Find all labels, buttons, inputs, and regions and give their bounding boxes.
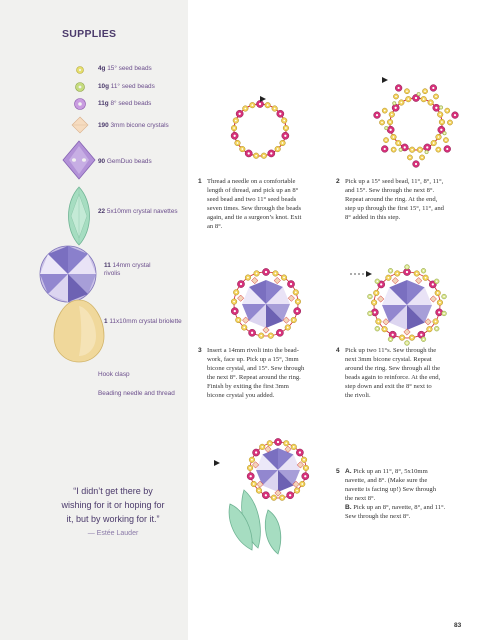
bead-hole <box>433 142 435 144</box>
bead-hole <box>423 98 425 100</box>
bead-hole <box>247 277 249 279</box>
bead-hole <box>270 152 272 154</box>
bead-hole <box>290 283 292 285</box>
page-number: 83 <box>454 622 462 629</box>
supply-item: 1 11x10mm crystal briolette <box>104 318 182 325</box>
bead-hole <box>454 114 456 116</box>
bead-hole <box>385 139 387 141</box>
bead-hole <box>439 302 441 304</box>
bead-hole <box>251 104 253 106</box>
step-text: Pick up two 11°s. Sew through the next 3mm bicone crystal. Repeat around the ring. Sew through all the beads again to reinforce. At the end, step down and exit the 8° next to the rivoli. <box>345 347 441 399</box>
bead-hole <box>299 451 301 453</box>
bead-hole <box>269 442 271 444</box>
bead-hole <box>435 321 437 323</box>
bead-hole <box>296 310 298 312</box>
supply-item: 11 14mm crystal <box>104 262 151 269</box>
bead-hole <box>279 332 281 334</box>
supply-item: 11g 8° seed beads <box>98 100 152 107</box>
bead-hole <box>377 328 379 330</box>
bead-hole <box>437 292 439 294</box>
step-number: 1 <box>198 178 202 185</box>
bead-hole <box>248 152 250 154</box>
bead-hole <box>239 113 241 115</box>
step-number: 3 <box>198 347 202 354</box>
supply-item: 90 GemDuo beads <box>98 158 152 165</box>
bead-hole <box>233 135 235 137</box>
bead-hole <box>260 335 262 337</box>
bead-hole <box>240 283 242 285</box>
bead-hole <box>305 467 307 469</box>
bead-hole <box>289 494 291 496</box>
bead-hole <box>255 451 257 453</box>
seed-bead-11-icon <box>73 80 87 94</box>
bead-hole <box>432 283 434 285</box>
bead-hole <box>255 155 257 157</box>
bead-hole <box>416 273 418 275</box>
bead-hole <box>265 494 267 496</box>
bead-hole <box>233 301 235 303</box>
bead-hole <box>439 114 441 116</box>
bead-hole <box>436 281 438 283</box>
rivoli-crystal <box>242 280 290 328</box>
step-label-b: B. <box>345 504 352 511</box>
navette-crystal-icon <box>59 186 99 246</box>
bead-hole <box>283 120 285 122</box>
bead-hole <box>426 146 428 148</box>
bead-hole <box>391 114 393 116</box>
step-3-diagram <box>224 262 308 346</box>
bead-hole <box>392 334 394 336</box>
bead-hole <box>393 136 395 138</box>
bead-hole <box>420 334 422 336</box>
bead-hole <box>270 335 272 337</box>
bead-hole <box>295 291 297 293</box>
bead-hole <box>400 102 402 104</box>
bead-hole <box>384 328 386 330</box>
bicone-crystal <box>237 295 243 301</box>
bead-hole <box>377 281 379 283</box>
bead-hole <box>250 475 252 477</box>
bead-hole <box>256 273 258 275</box>
bead-hole <box>397 142 399 144</box>
bead-hole <box>381 122 383 124</box>
bead-hole <box>233 127 235 129</box>
bead-hole <box>411 337 413 339</box>
bicone-crystal <box>404 329 410 335</box>
bead-hole <box>395 96 397 98</box>
bead-hole <box>303 459 305 461</box>
step-number: 5 <box>336 468 340 475</box>
bead-hole <box>273 497 275 499</box>
step-5-diagram <box>214 432 324 562</box>
bead-hole <box>378 321 380 323</box>
briolette-crystal-icon <box>52 298 106 364</box>
bead-hole <box>419 149 421 151</box>
bead-hole <box>424 90 426 92</box>
bead-hole <box>235 291 237 293</box>
bead-hole <box>369 313 371 315</box>
bead-hole <box>446 110 448 112</box>
bead-hole <box>375 292 377 294</box>
bead-hole <box>243 327 245 329</box>
seed-bead-15-icon <box>74 64 86 76</box>
bead-hole <box>446 148 448 150</box>
bicone-crystal <box>392 277 398 283</box>
bead-hole <box>421 157 423 159</box>
quote-author: — Estée Lauder <box>87 530 139 537</box>
bead-hole <box>395 107 397 109</box>
supply-needle-thread: Beading needle and thread <box>98 390 175 397</box>
bead-hole <box>401 337 403 339</box>
supply-hook-clasp: Hook clasp <box>98 371 130 378</box>
bead-hole <box>415 163 417 165</box>
bead-hole <box>373 302 375 304</box>
bead-hole <box>389 129 391 131</box>
bead-hole <box>436 328 438 330</box>
bead-hole <box>443 313 445 315</box>
bead-hole <box>430 102 432 104</box>
bead-hole <box>304 475 306 477</box>
bead-hole <box>443 296 445 298</box>
step-5 <box>336 467 476 527</box>
rivoli-crystal <box>256 448 300 492</box>
bead-hole <box>301 483 303 485</box>
bead-hole <box>444 133 445 134</box>
bead-hole <box>423 270 425 272</box>
step-4-diagram <box>362 260 452 350</box>
bead-hole <box>400 149 401 150</box>
bead-hole <box>438 311 440 313</box>
bead-hole <box>267 104 269 106</box>
bead-hole <box>274 108 276 110</box>
bead-hole <box>406 90 408 92</box>
bead-hole <box>423 338 425 340</box>
bead-hole <box>404 146 406 148</box>
bead-hole <box>384 110 386 112</box>
supply-item: 190 3mm bicone crystals <box>98 122 169 129</box>
bead-hole <box>281 497 283 499</box>
bead-hole <box>438 149 440 151</box>
bead-hole <box>249 467 251 469</box>
supply-item: 22 5x10mm crystal navettes <box>98 208 178 215</box>
bead-hole <box>440 107 441 108</box>
bead-hole <box>282 142 284 144</box>
bead-hole <box>265 271 267 273</box>
bead-hole <box>277 441 279 443</box>
bead-hole <box>263 155 265 157</box>
step-4 <box>336 346 476 406</box>
bead-hole <box>432 87 434 89</box>
bead-hole <box>287 327 289 329</box>
rivoli-crystal-icon <box>38 244 98 304</box>
bead-hole <box>297 301 299 303</box>
bead-hole <box>369 296 371 298</box>
rivoli-crystal <box>382 280 432 330</box>
bead-hole <box>396 273 398 275</box>
quote-line: wishing for it or hoping for <box>61 500 165 510</box>
bead-hole <box>445 139 447 141</box>
supply-item: 4g 15° seed beads <box>98 65 152 72</box>
bead-hole <box>438 136 440 138</box>
supplies-title: SUPPLIES <box>62 28 117 40</box>
bead-hole <box>435 96 437 98</box>
step-number: 4 <box>336 347 340 354</box>
bicone-crystal <box>252 277 258 283</box>
bead-hole <box>390 270 392 272</box>
bead-hole <box>393 149 395 151</box>
step-label-a: A. <box>345 468 352 475</box>
bead-hole <box>285 127 287 129</box>
bead-hole <box>418 94 419 95</box>
bead-hole <box>275 273 277 275</box>
bead-hole <box>441 121 443 123</box>
bead-hole <box>429 328 431 330</box>
bead-hole <box>253 483 255 485</box>
gemduo-bead-icon <box>62 140 96 180</box>
bead-hole <box>244 108 246 110</box>
step-text: A. Pick up an 11°, 8°, 5x10mm navette, and 8°. (Make sure the navette is facing up!) Sew through the next 8°. B. Pick up an 8°, navette, 8°, and 11°. Sew through the next 8°. <box>345 468 446 520</box>
step-3 <box>198 346 338 406</box>
bead-hole <box>234 310 236 312</box>
step-2-diagram <box>366 74 466 174</box>
bead-hole <box>258 490 260 492</box>
step-text: Insert a 14mm rivoli into the bead- work, face up. Pick up a 15°, 3mm bicone crystal, and 15°. Sew through the next 8°. Repeat around the ring. Finish by exiting the first 3mm bicone crystal you added. <box>207 347 305 399</box>
bead-hole <box>398 87 400 89</box>
bicone-crystal <box>430 296 436 302</box>
bead-hole <box>411 149 413 151</box>
bead-hole <box>283 277 285 279</box>
bead-hole <box>259 103 261 105</box>
bead-hole <box>406 266 408 268</box>
bead-hole <box>277 148 279 150</box>
bicone-crystal <box>377 296 383 302</box>
step-2 <box>336 177 476 227</box>
bead-hole <box>406 271 408 273</box>
bead-hole <box>251 459 253 461</box>
bead-hole <box>388 277 390 279</box>
seed-bead-8-icon <box>72 96 88 112</box>
bead-hole <box>390 338 392 340</box>
step-1 <box>198 177 338 237</box>
step-1-diagram <box>222 92 298 168</box>
bead-hole <box>279 113 281 115</box>
step-number: 2 <box>336 178 340 185</box>
bicone-crystal <box>263 327 269 333</box>
bead-hole <box>394 103 395 104</box>
bead-hole <box>235 120 237 122</box>
bead-hole <box>440 129 442 131</box>
bead-hole <box>284 135 286 137</box>
bead-hole <box>261 446 263 448</box>
bead-hole <box>293 446 295 448</box>
bead-hole <box>449 122 451 124</box>
bead-hole <box>384 148 386 150</box>
bead-hole <box>406 342 408 344</box>
bead-hole <box>435 107 437 109</box>
bead-hole <box>380 283 382 285</box>
bead-hole <box>386 127 387 128</box>
bead-hole <box>389 121 391 123</box>
step-text: Pick up a 15° seed bead, 11°, 8°, 11°, and 15°. Sew through the next 8°. Repeat around the ring. At the end, step up through the first 15°, 11°, and 8° added in this step. <box>345 178 444 221</box>
bead-hole <box>285 442 287 444</box>
bicone-crystal-icon <box>71 116 89 134</box>
bead-hole <box>374 311 376 313</box>
bead-hole <box>296 490 298 492</box>
bead-hole <box>409 157 411 159</box>
bead-hole <box>415 97 417 99</box>
quote-line: “I didn’t get there by <box>73 486 153 496</box>
navette-c <box>265 510 281 554</box>
quote-line: it, but by working for it.” <box>66 514 160 524</box>
bead-hole <box>293 319 295 321</box>
bicone-crystal <box>416 277 422 283</box>
bead-hole <box>376 114 378 116</box>
bead-hole <box>237 319 239 321</box>
bead-hole <box>237 142 239 144</box>
bead-hole <box>251 332 253 334</box>
bead-hole <box>407 98 409 100</box>
bead-hole <box>241 148 243 150</box>
quote <box>38 484 188 526</box>
supply-item-cont: rivolis <box>104 270 121 277</box>
bead-hole <box>425 277 427 279</box>
bicone-crystal <box>288 295 294 301</box>
bicone-crystal <box>274 277 280 283</box>
step-text: Thread a needle on a comfortable length of thread, and pick up an 8° seed bead and two 11° seed beads seven times. Sew through the beads again, and tie a surgeon’s knot. Exit an 8°. <box>207 178 302 230</box>
bead-ring <box>231 100 289 158</box>
bead-hole <box>426 152 427 153</box>
supply-item: 10g 11° seed beads <box>98 83 155 90</box>
